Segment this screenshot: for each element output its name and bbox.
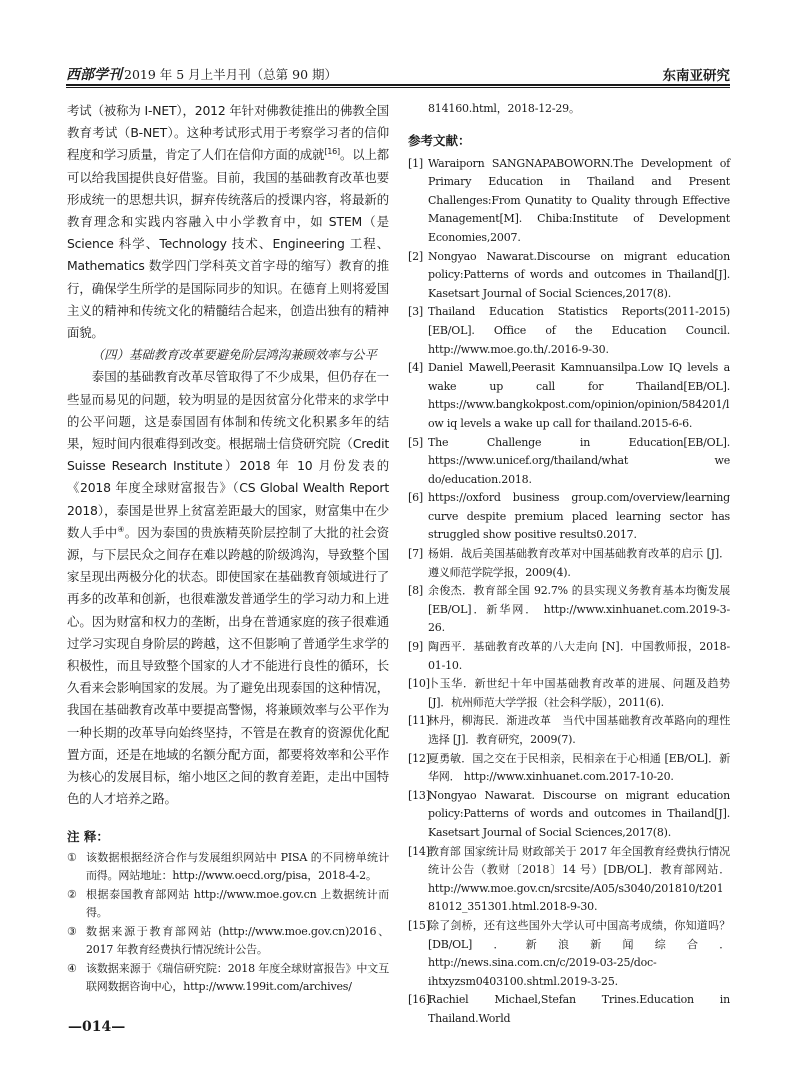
note-continuation: 814160.html，2018-12-29。 bbox=[428, 102, 580, 115]
reference-item bbox=[408, 359, 730, 433]
journal-name: 西部学刊 bbox=[66, 67, 122, 83]
note-number: ④ bbox=[67, 961, 77, 975]
paragraph-text: 泰国的基础教育改革尽管取得了不少成果，但仍存在一些显而易见的问题，较为明显的是因贫富分化带来的求学中的公平问题，这是泰国固有体制和传统文化积累多年的结果，短时间内很难得到改变。根据瑞士信贷研究院（Credit Suisse Research Institute）2018 年 10 月份发表的《2018 年度全球财富报告》（CS Global Wealth Report 2018），泰国是世界上贫富差距最大的国家，财富集中在少数人手中 bbox=[67, 369, 389, 540]
reference-text: 夏勇敏．国之交在于民相亲，民相亲在于心相通 [EB/OL]．新华网． http://www.xinhuanet.com.2017-10-20. bbox=[428, 751, 730, 784]
footnote-marker: ④ bbox=[117, 524, 125, 534]
reference-number: [4] bbox=[408, 361, 423, 375]
paragraph-text: 。因为泰国的贵族精英阶层控制了大批的社会资源，与下层民众之间存在难以跨越的阶级鸿沟，导致整个国家呈现出两极分化的状态。即使国家在基础教育领域进行了再多的改革和创新，也很难激发普通学生的学习动力和上进心。因为财富和权力的垄断，出身在普通家庭的孩子很难通过学习实现自身阶层的跨越，这不但影响了普通学生求学的积极性，而且导致整个国家的人才不能进行良性的循环，长久看来会影响国家的发展。为了避免出现泰国的这种情况，我国在基础教育改革中要提高警惕，将兼顾效率与公平作为一种长期的改革导向始终坚持，不管是在教育的资源优化配置方面，还是在地域的名额分配方面，都要将效率和公平作为核心的发展目标，缩小地区之间的教育差距，走出中国特色的人才培养之路。 bbox=[67, 524, 389, 807]
reference-item bbox=[408, 545, 730, 582]
reference-number: [13] bbox=[408, 788, 430, 802]
reference-text: 杨娟．战后美国基础教育改革对中国基础教育改革的启示 [J]．遵义师范学院学报，2009(4). bbox=[428, 547, 730, 579]
reference-number: [8] bbox=[408, 584, 423, 598]
reference-number: [7] bbox=[408, 547, 423, 561]
reference-number: [16] bbox=[408, 993, 430, 1007]
header-rule-thin bbox=[66, 87, 730, 88]
reference-item bbox=[408, 675, 730, 712]
reference-text: Nongyao Nawarat. Discourse on migrant education policy:Patterns of words and outcomes in Thailand[J]. Kasetsart Journal of Social Sciences,2017(8). bbox=[428, 788, 730, 839]
reference-number: [6] bbox=[408, 491, 423, 505]
reference-item bbox=[408, 843, 730, 917]
right-column bbox=[408, 100, 730, 1029]
reference-item bbox=[408, 303, 730, 359]
reference-number: [15] bbox=[408, 918, 430, 932]
reference-text: Nongyao Nawarat.Discourse on migrant education policy:Patterns of words and outcomes in Thailand[J]. Kasetsart Journal of Social Sciences,2017(8). bbox=[428, 249, 730, 300]
citation-marker: [16] bbox=[324, 147, 340, 157]
note-number: ③ bbox=[67, 924, 77, 938]
reference-text: Daniel Mawell,Peerasit Kamnuansilpa.Low IQ levels a wake up call for Thailand[EB/OL]. https://www.bangkokpost.com/opinion/opinion/584201/low iq levels a wake up call for thailand.2015-6-6. bbox=[428, 361, 730, 430]
reference-number: [3] bbox=[408, 305, 423, 319]
reference-text: https://oxford business group.com/overview/learning curve despite premium placed learning sector has struggled show positive results0.2017. bbox=[428, 491, 730, 542]
note-item bbox=[67, 849, 389, 886]
paragraph-text: 。以上都可以给我国提供良好借鉴。目前，我国的基础教育改革也要形成统一的思想共识，摒弃传统落后的授课内容，将最新的教育理念和实践内容融入中小学教育中，如 STEM（是 Science 科学、Technology 技术、Engineering 工程、Mathematics 数学四门学科英文首字母的缩写）教育的推行，确保学生所学的是国际同步的知识。在德育上则将爱国主义的精神和传统文化的精髓结合起来，创造出独有的精神面貌。 bbox=[67, 147, 389, 341]
page-header bbox=[66, 62, 730, 84]
paragraph-text: 考试（被称为 I-NET），2012 年针对佛教徒推出的佛教全国教育考试（B-NET）。这种考试形式用于考察学习者的信仰程度和学习质量，肯定了人们在信仰方面的成就 bbox=[67, 103, 389, 163]
note-item bbox=[67, 886, 389, 923]
reference-item bbox=[408, 434, 730, 490]
section-subheading: （四）基础教育改革要避免阶层鸿沟兼顾效率与公平 bbox=[91, 347, 377, 363]
notes-heading: 注 释： bbox=[67, 828, 109, 844]
reference-text: The Challenge in Education[EB/OL]. https://www.unicef.org/thailand/what we do/education.2018. bbox=[428, 435, 730, 486]
body-paragraph bbox=[67, 100, 389, 344]
note-item bbox=[67, 923, 389, 960]
reference-text: 陶西平．基础教育改革的八大走向 [N]．中国教师报，2018-01-10. bbox=[428, 640, 730, 672]
reference-item bbox=[408, 787, 730, 843]
left-column bbox=[67, 100, 389, 997]
reference-text: Waraiporn SANGNAPABOWORN.The Development of Primary Education in Thailand and Present Challenges:From Qunatity to Quality through Effective Management[M]. Chiba:Institute of Development Economies,2007. bbox=[428, 156, 730, 244]
reference-number: [2] bbox=[408, 249, 423, 263]
note-item bbox=[67, 960, 389, 997]
reference-text: 余俊杰．教育部全国 92.7% 的县实现义务教育基本均衡发展 [EB/OL]．新华网． http://www.xinhuanet.com.2019-3-26. bbox=[428, 584, 730, 635]
reference-item bbox=[408, 917, 730, 991]
reference-text: 除了剑桥，还有这些国外大学认可中国高考成绩，你知道吗？ [DB/OL]．新浪新闻综合． http://news.sina.com.cn/c/2019-03-25/doc-ihtxyzsm0403100.shtml.2019-3-25. bbox=[428, 918, 730, 988]
reference-item bbox=[408, 712, 730, 749]
note-number: ② bbox=[67, 887, 77, 901]
reference-item bbox=[408, 155, 730, 248]
note-number: ① bbox=[67, 850, 77, 864]
issue-info: 2019 年 5 月上半月刊（总第 90 期） bbox=[124, 67, 338, 82]
reference-number: [1] bbox=[408, 156, 423, 170]
reference-item bbox=[408, 582, 730, 638]
reference-item bbox=[408, 750, 730, 787]
reference-text: Thailand Education Statistics Reports(2011-2015)[EB/OL]. Office of the Education Council. http://www.moe.go.th/.2016-9-30. bbox=[428, 305, 730, 356]
note-text: 根据泰国教育部网站 http://www.moe.gov.cn 上数据统计而得。 bbox=[86, 887, 389, 919]
reference-item bbox=[408, 489, 730, 545]
section-title: 东南亚研究 bbox=[662, 68, 730, 84]
reference-text: 林丹，柳海民．渐进改革 当代中国基础教育改革路向的理性选择 [J]．教育研究，2009(7). bbox=[428, 714, 730, 746]
header-rule bbox=[66, 84, 730, 86]
reference-number: [12] bbox=[408, 751, 430, 765]
reference-number: [9] bbox=[408, 640, 423, 654]
reference-item bbox=[408, 638, 730, 675]
reference-number: [14] bbox=[408, 844, 430, 858]
reference-text: 教育部 国家统计局 财政部关于 2017 年全国教育经费执行情况统计公告（教财〔2018〕14 号）[DB/OL]．教育部网站． http://www.moe.gov.cn/srcsite/A05/s3040/201810/t20181012_351301.html.2018-9-30. bbox=[428, 844, 730, 914]
references-heading: 参考文献： bbox=[408, 132, 471, 148]
note-text: 该数据来源于《瑞信研究院：2018 年度全球财富报告》中文互联网数据咨询中心，http://www.199it.com/archives/ bbox=[86, 961, 389, 993]
header-issue-line bbox=[66, 64, 337, 84]
reference-item bbox=[408, 248, 730, 304]
reference-item bbox=[408, 991, 730, 1028]
reference-text: 卜玉华．新世纪十年中国基础教育改革的进展、问题及趋势 [J]．杭州师范大学学报（社会科学版），2011(6). bbox=[428, 677, 730, 709]
note-text: 数据来源于教育部网站 (http://www.moe.gov.cn)2016、2017 年教育经费执行情况统计公告。 bbox=[86, 924, 389, 956]
note-text: 该数据根据经济合作与发展组织网站中 PISA 的不同榜单统计而得。网站地址：http://www.oecd.org/pisa，2018-4-2。 bbox=[86, 850, 389, 882]
reference-number: [11] bbox=[408, 714, 430, 728]
body-paragraph bbox=[67, 366, 389, 810]
reference-number: [10] bbox=[408, 677, 430, 691]
reference-text: Rachiel Michael,Stefan Trines.Education in Thailand.World bbox=[428, 993, 730, 1025]
reference-number: [5] bbox=[408, 435, 423, 449]
page-number: —014— bbox=[68, 1019, 126, 1035]
